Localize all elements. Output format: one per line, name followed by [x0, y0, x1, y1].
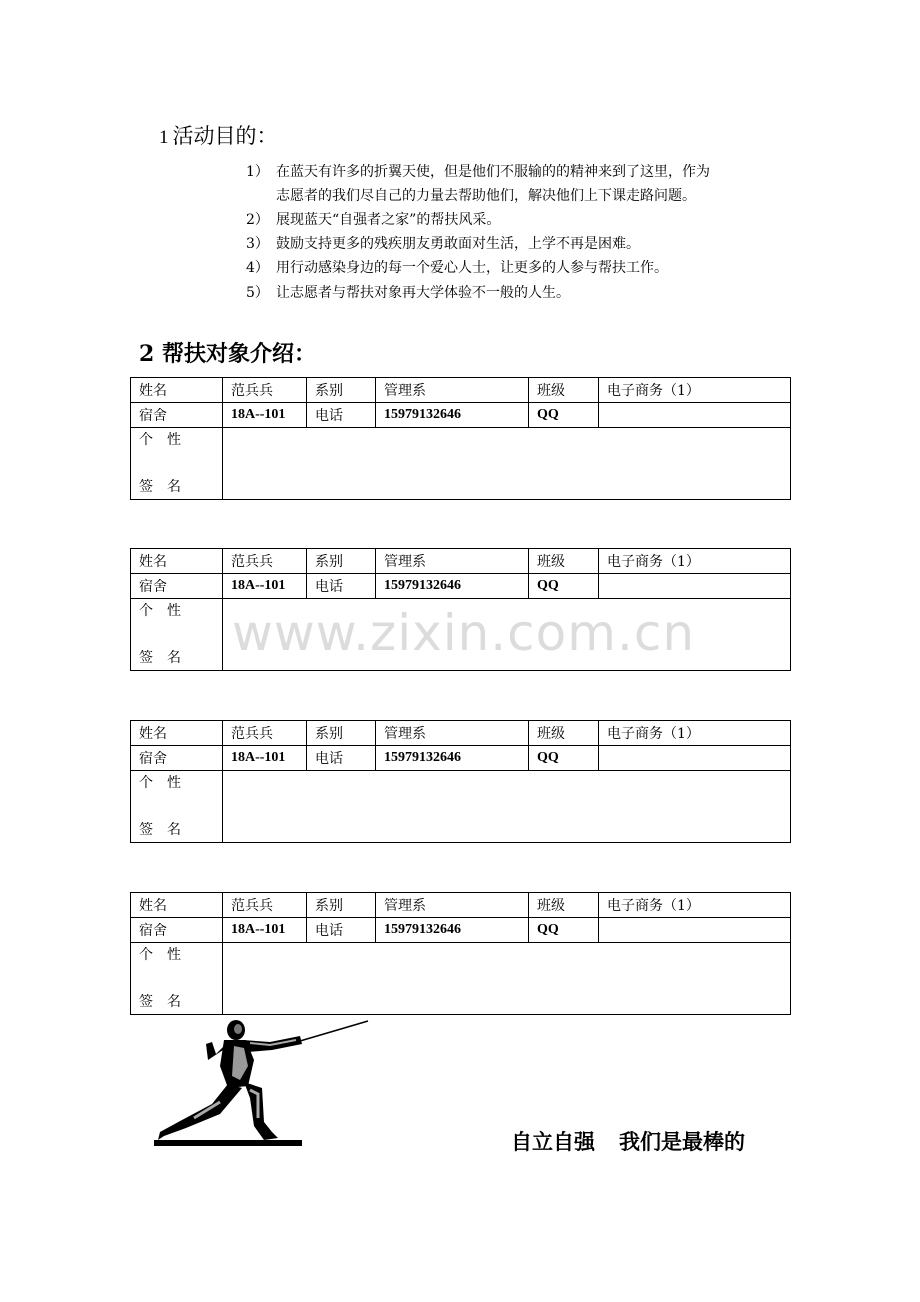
signature-label: 个 性 签 名 [131, 943, 223, 1015]
signature-value [223, 428, 791, 500]
signature-label: 个 性 签 名 [131, 428, 223, 500]
signature-label: 个 性 签 名 [131, 599, 223, 671]
section-1-title: 1 活动目的： [159, 124, 278, 148]
dept-label: 系别 [307, 893, 376, 918]
qq-value [599, 918, 791, 943]
class-value: 电子商务（1） [599, 893, 791, 918]
phone-label: 电话 [307, 574, 376, 599]
name-label: 姓名 [131, 721, 223, 746]
signature-value [223, 771, 791, 843]
class-label: 班级 [529, 893, 599, 918]
dorm-value: 18A--101 [223, 403, 307, 428]
dept-value: 管理系 [376, 721, 529, 746]
slogan: 自立自强 我们是最棒的 [511, 1129, 745, 1154]
fencer-icon [150, 1018, 375, 1153]
goal-item: 1） 在蓝天有许多的折翼天使，但是他们不服输的的精神来到了这里，作为 志愿者的我们尽自己的力量去帮助他们，解决他们上下课走路问题。 [246, 164, 710, 204]
class-value: 电子商务（1） [599, 378, 791, 403]
watermark: www.zixin.com.cn [232, 604, 696, 662]
dept-value: 管理系 [376, 378, 529, 403]
signature-label: 个 性 签 名 [131, 771, 223, 843]
name-label: 姓名 [131, 893, 223, 918]
qq-value [599, 746, 791, 771]
phone-value: 15979132646 [376, 918, 529, 943]
name-value: 范兵兵 [223, 378, 307, 403]
dept-label: 系别 [307, 378, 376, 403]
qq-label: QQ [529, 746, 599, 771]
qq-value [599, 574, 791, 599]
class-label: 班级 [529, 721, 599, 746]
signature-value [223, 943, 791, 1015]
name-label: 姓名 [131, 378, 223, 403]
profile-card [130, 377, 791, 500]
dorm-label: 宿舍 [131, 918, 223, 943]
class-label: 班级 [529, 378, 599, 403]
name-label: 姓名 [131, 549, 223, 574]
dorm-label: 宿舍 [131, 574, 223, 599]
qq-label: QQ [529, 918, 599, 943]
phone-value: 15979132646 [376, 574, 529, 599]
goal-item: 2） 展现蓝天“自强者之家”的帮扶风采。 [246, 212, 501, 228]
phone-label: 电话 [307, 403, 376, 428]
name-value: 范兵兵 [223, 721, 307, 746]
dept-value: 管理系 [376, 549, 529, 574]
name-value: 范兵兵 [223, 549, 307, 574]
phone-value: 15979132646 [376, 746, 529, 771]
dorm-value: 18A--101 [223, 918, 307, 943]
phone-label: 电话 [307, 918, 376, 943]
name-value: 范兵兵 [223, 893, 307, 918]
qq-value [599, 403, 791, 428]
class-label: 班级 [529, 549, 599, 574]
goal-item: 4） 用行动感染身边的每一个爱心人士，让更多的人参与帮扶工作。 [246, 260, 668, 276]
dorm-label: 宿舍 [131, 746, 223, 771]
phone-value: 15979132646 [376, 403, 529, 428]
goal-item: 3） 鼓励支持更多的残疾朋友勇敢面对生活，上学不再是困难。 [246, 236, 640, 252]
section-2-title: 2 帮扶对象介绍： [139, 341, 316, 367]
class-value: 电子商务（1） [599, 549, 791, 574]
phone-label: 电话 [307, 746, 376, 771]
qq-label: QQ [529, 574, 599, 599]
dept-label: 系别 [307, 721, 376, 746]
dept-label: 系别 [307, 549, 376, 574]
dorm-label: 宿舍 [131, 403, 223, 428]
dorm-value: 18A--101 [223, 746, 307, 771]
profile-card [130, 720, 791, 843]
qq-label: QQ [529, 403, 599, 428]
class-value: 电子商务（1） [599, 721, 791, 746]
dorm-value: 18A--101 [223, 574, 307, 599]
goal-item: 5） 让志愿者与帮扶对象再大学体验不一般的人生。 [246, 285, 570, 301]
dept-value: 管理系 [376, 893, 529, 918]
profile-card [130, 892, 791, 1015]
